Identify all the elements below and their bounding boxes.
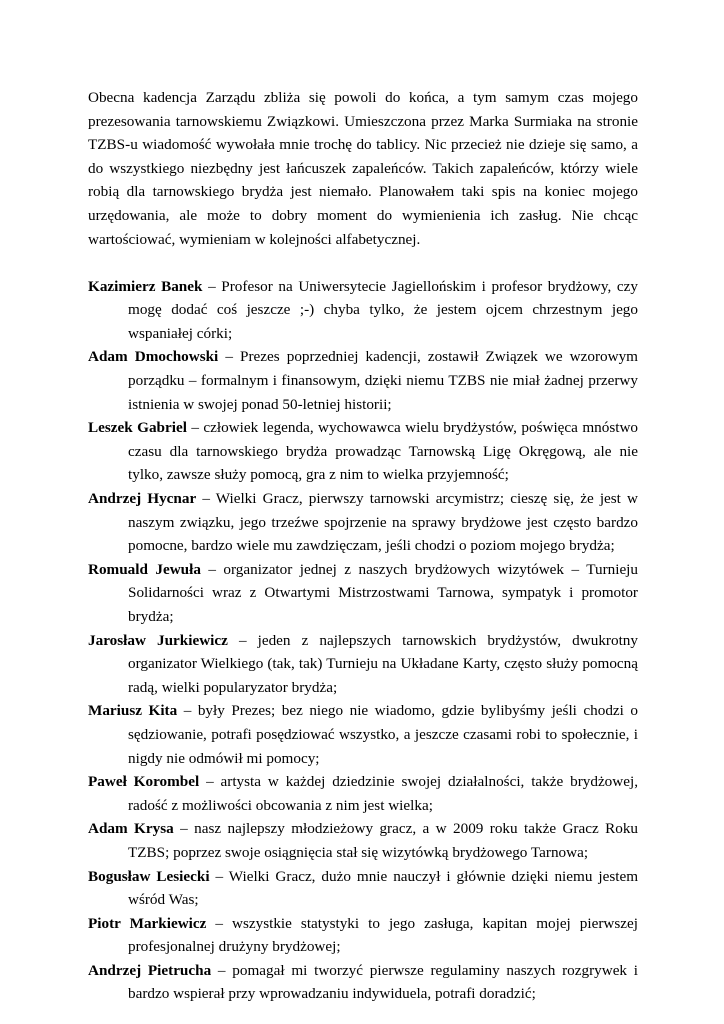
person-name: Paweł Korombel — [88, 773, 200, 791]
list-item — [88, 959, 638, 1006]
person-name: Kazimierz Banek — [88, 277, 203, 295]
acknowledgement-list — [88, 275, 638, 1006]
list-item — [88, 416, 638, 487]
person-description: – były Prezes; bez niego nie wiadomo, gdzie bylibyśmy jeśli chodzi o sędziowanie, potrafi posędziować wszystko, a jeszcze czasami robi to społecznie, i nigdy nie odmówił mi pomocy; — [128, 702, 638, 767]
person-name: Bogusław Lesiecki — [88, 867, 210, 885]
document-body — [88, 86, 638, 1006]
person-name: Romuald Jewuła — [88, 560, 201, 578]
person-description: – Profesor na Uniwersytecie Jagiellońskim i profesor brydżowy, czy mogę dodać coś jeszcze ;-) chyba tylko, że jestem ojcem chrzestnym jego wspaniałej córki; — [128, 277, 638, 342]
list-item — [88, 817, 638, 864]
person-description: – człowiek legenda, wychowawca wielu brydżystów, poświęca mnóstwo czasu dla tarnowskiego brydża prowadząc Tarnowską Ligę Okręgową, ale nie tylko, zawsze służy pomocą, gra z nim to wielka przyjemność; — [128, 419, 639, 484]
person-name: Adam Dmochowski — [88, 348, 219, 366]
person-name: Piotr Markiewicz — [88, 914, 207, 932]
person-description: – jeden z najlepszych tarnowskich brydżystów, dwukrotny organizator Wielkiego (tak, tak) Turnieju na Układane Karty, często służy pomocną radą, wielki popularyzator brydża; — [128, 631, 638, 696]
person-description: – artysta w każdej dziedzinie swojej działalności, także brydżowej, radość z możliwości obcowania z nim jest wielka; — [128, 773, 639, 814]
person-name: Jarosław Jurkiewicz — [88, 631, 228, 649]
person-description: – pomagał mi tworzyć pierwsze regulaminy naszych rozgrywek i bardzo wspierał przy wprowadzaniu indywiduela, potrafi doradzić; — [128, 961, 638, 1003]
list-item — [88, 345, 638, 416]
list-item — [88, 865, 638, 912]
person-description: – wszystkie statystyki to jego zasługa, kapitan mojej pierwszej profesjonalnej drużyny brydżowej; — [128, 914, 638, 956]
list-item — [88, 699, 638, 770]
list-item — [88, 770, 638, 817]
person-description: – organizator jednej z naszych brydżowych wizytówek – Turnieju Solidarności wraz z Otwartymi Mistrzostwami Tarnowa, sympatyk i promotor brydża; — [128, 560, 638, 625]
person-name: Mariusz Kita — [88, 702, 178, 720]
person-name: Adam Krysa — [88, 820, 174, 838]
list-item — [88, 275, 638, 346]
person-name: Andrzej Pietrucha — [88, 961, 212, 979]
list-item — [88, 912, 638, 959]
list-item — [88, 487, 638, 558]
person-description: – Prezes poprzedniej kadencji, zostawił Związek we wzorowym porządku – formalnym i finansowym, dzięki niemu TZBS nie miał żadnej przerwy istnienia w swojej ponad 50-letniej historii; — [128, 348, 638, 413]
person-name: Leszek Gabriel — [88, 419, 187, 437]
list-item — [88, 558, 638, 629]
person-description: – Wielki Gracz, pierwszy tarnowski arcymistrz; cieszę się, że jest w naszym związku, jego trzeźwe spojrzenie na sprawy brydżowe jest często bardzo pomocne, bardzo wiele mu zawdzięczam, jeśli chodzi o poziom mojego brydża; — [128, 490, 638, 555]
intro-paragraph: Obecna kadencja Zarządu zbliża się powoli do końca, a tym samym czas mojego prezesowania tarnowskiemu Związkowi. Umieszczona przez Marka Surmiaka na stronie TZBS-u wiadomość wywołała mnie trochę do tablicy. Nic przecież nie dzieje się samo, a do wszystkiego niezbędny jest łańcuszek zapaleńców. Takich zapaleńców, którzy wiele robią dla tarnowskiego brydża jest niemało. Planowałem taki spis na koniec mojego urzędowania, ale może to dobry moment do wymienienia ich zasług. Nie chcąc wartościować, wymieniam w kolejności alfabetycznej. — [88, 89, 638, 248]
person-description: – nasz najlepszy młodzieżowy gracz, a w 2009 roku także Gracz Roku TZBS; poprzez swoje osiągnięcia stał się wizytówką brydżowego Tarnowa; — [128, 820, 639, 861]
person-name: Andrzej Hycnar — [88, 490, 197, 507]
person-description: – Wielki Gracz, dużo mnie nauczył i głównie dzięki niemu jestem wśród Was; — [128, 867, 639, 909]
list-item — [88, 629, 638, 700]
